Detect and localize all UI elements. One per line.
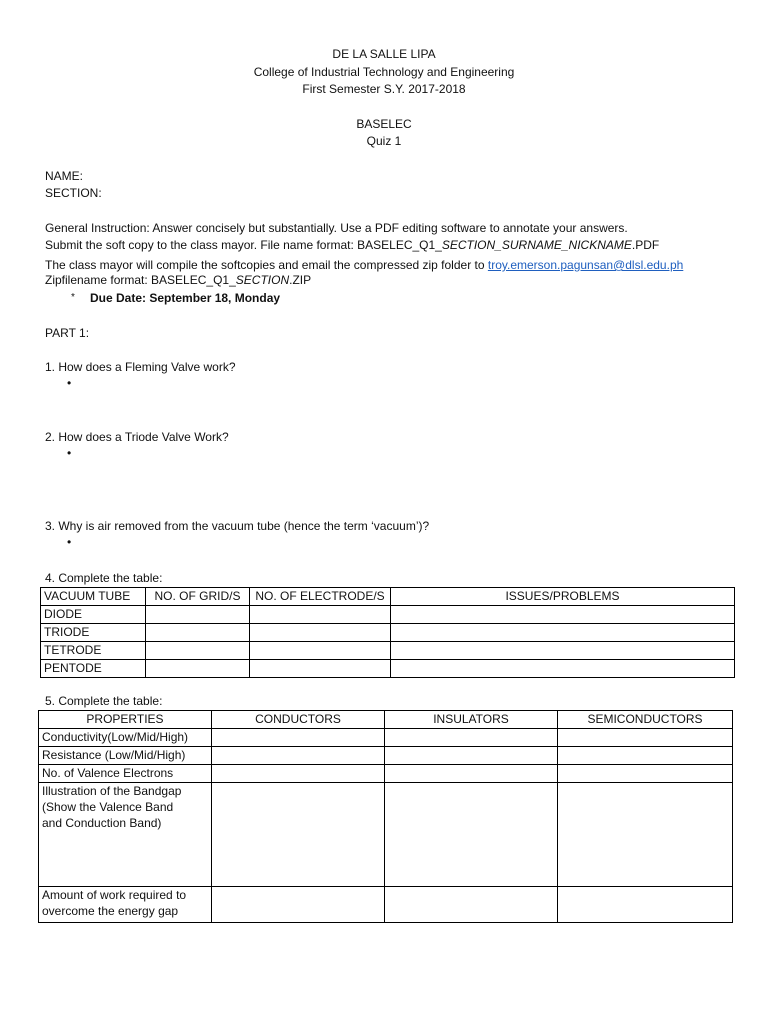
answer-cell[interactable] xyxy=(250,642,391,660)
table-row xyxy=(41,606,735,624)
bandgap-label-line-2: (Show the Valence Band xyxy=(42,800,174,814)
question-3: 3. Why is air removed from the vacuum tube (hence the term ‘vacuum’)? xyxy=(45,519,430,533)
answer-cell[interactable] xyxy=(391,660,735,678)
answer-cell[interactable] xyxy=(558,765,733,783)
answer-cell[interactable] xyxy=(558,747,733,765)
question-1: 1. How does a Fleming Valve work? xyxy=(45,360,236,374)
email-link[interactable]: troy.emerson.pagunsan@dlsl.edu.ph xyxy=(487,258,684,272)
header-issues: ISSUES/PROBLEMS xyxy=(391,588,735,606)
school-name: DE LA SALLE LIPA xyxy=(332,47,436,61)
row-label-diode: DIODE xyxy=(41,606,146,624)
row-label-triode: TRIODE xyxy=(41,624,146,642)
vacuum-tube-table xyxy=(40,587,735,678)
header-grids: NO. OF GRID/S xyxy=(146,588,250,606)
bandgap-label-line-3: and Conduction Band) xyxy=(42,816,162,830)
instruction-line-1: General Instruction: Answer concisely but substantially. Use a PDF editing software to annotate your answers. xyxy=(45,221,628,235)
zip-section-italic: SECTION xyxy=(235,273,290,287)
instruction-line-4-suffix: .ZIP xyxy=(289,273,312,287)
row-label-resistance: Resistance (Low/Mid/High) xyxy=(39,747,212,765)
filename-format-italic: SECTION_SURNAME_NICKNAME xyxy=(441,238,632,252)
energy-gap-label-line-2: overcome the energy gap xyxy=(42,904,179,918)
section-label: SECTION: xyxy=(45,186,102,200)
table-5-title: 5. Complete the table: xyxy=(45,694,163,708)
row-label-pentode: PENTODE xyxy=(41,660,146,678)
answer-cell[interactable] xyxy=(385,783,558,887)
answer-cell[interactable] xyxy=(146,660,250,678)
answer-cell[interactable] xyxy=(250,660,391,678)
instruction-line-4 xyxy=(45,272,311,288)
table-row xyxy=(39,887,733,923)
header-semiconductors: SEMICONDUCTORS xyxy=(558,711,733,729)
college-name: College of Industrial Technology and Engineering xyxy=(253,65,515,79)
question-2: 2. How does a Triode Valve Work? xyxy=(45,430,229,444)
table-row xyxy=(39,729,733,747)
bandgap-label-line-1: Illustration of the Bandgap xyxy=(42,784,182,798)
answer-cell[interactable] xyxy=(391,624,735,642)
answer-cell[interactable] xyxy=(391,642,735,660)
table-header-row xyxy=(39,711,733,729)
row-label-bandgap xyxy=(39,783,212,887)
header-properties: PROPERTIES xyxy=(39,711,212,729)
due-date-bullet: * xyxy=(71,292,75,303)
header-insulators: INSULATORS xyxy=(385,711,558,729)
row-label-energy-gap xyxy=(39,887,212,923)
header-conductors: CONDUCTORS xyxy=(212,711,385,729)
table-row xyxy=(39,765,733,783)
answer-cell[interactable] xyxy=(212,765,385,783)
answer-cell[interactable] xyxy=(558,729,733,747)
answer-cell[interactable] xyxy=(212,887,385,923)
instruction-line-4-prefix: Zipfilename format: BASELEC_Q1_ xyxy=(45,273,236,287)
instruction-line-2 xyxy=(45,237,659,253)
instruction-line-2-prefix: Submit the soft copy to the class mayor. File name format: BASELEC_Q1_ xyxy=(45,238,442,252)
table-row xyxy=(41,624,735,642)
material-properties-table xyxy=(38,710,733,923)
answer-bullet-2: • xyxy=(67,446,72,460)
row-label-tetrode: TETRODE xyxy=(41,642,146,660)
name-label: NAME: xyxy=(45,169,84,183)
answer-cell[interactable] xyxy=(146,606,250,624)
header-vacuum-tube: VACUUM TUBE xyxy=(41,588,146,606)
quiz-title: Quiz 1 xyxy=(366,134,402,148)
answer-cell[interactable] xyxy=(212,747,385,765)
answer-cell[interactable] xyxy=(558,887,733,923)
due-date: Due Date: September 18, Monday xyxy=(90,291,281,305)
table-row xyxy=(41,660,735,678)
answer-bullet-3: • xyxy=(67,535,72,549)
answer-cell[interactable] xyxy=(146,624,250,642)
instruction-line-2-suffix: .PDF xyxy=(631,238,660,252)
course-code: BASELEC xyxy=(356,117,412,131)
answer-cell[interactable] xyxy=(146,642,250,660)
semester: First Semester S.Y. 2017-2018 xyxy=(302,82,466,96)
answer-cell[interactable] xyxy=(212,783,385,887)
table-4-title: 4. Complete the table: xyxy=(45,571,163,585)
answer-bullet-1: • xyxy=(67,376,72,390)
answer-cell[interactable] xyxy=(385,747,558,765)
answer-cell[interactable] xyxy=(250,624,391,642)
answer-cell[interactable] xyxy=(385,765,558,783)
part-label: PART 1: xyxy=(45,326,90,340)
row-label-valence-electrons: No. of Valence Electrons xyxy=(39,765,212,783)
table-header-row xyxy=(41,588,735,606)
instruction-line-3-prefix: The class mayor will compile the softcopies and email the compressed zip folder to xyxy=(45,258,488,272)
answer-cell[interactable] xyxy=(385,729,558,747)
answer-cell[interactable] xyxy=(558,783,733,887)
energy-gap-label-line-1: Amount of work required to xyxy=(42,888,187,902)
table-row xyxy=(39,783,733,887)
answer-cell[interactable] xyxy=(385,887,558,923)
row-label-conductivity: Conductivity(Low/Mid/High) xyxy=(39,729,212,747)
header-electrodes: NO. OF ELECTRODE/S xyxy=(250,588,391,606)
answer-cell[interactable] xyxy=(250,606,391,624)
table-row xyxy=(39,747,733,765)
answer-cell[interactable] xyxy=(212,729,385,747)
table-row xyxy=(41,642,735,660)
instruction-line-3 xyxy=(45,257,683,273)
answer-cell[interactable] xyxy=(391,606,735,624)
